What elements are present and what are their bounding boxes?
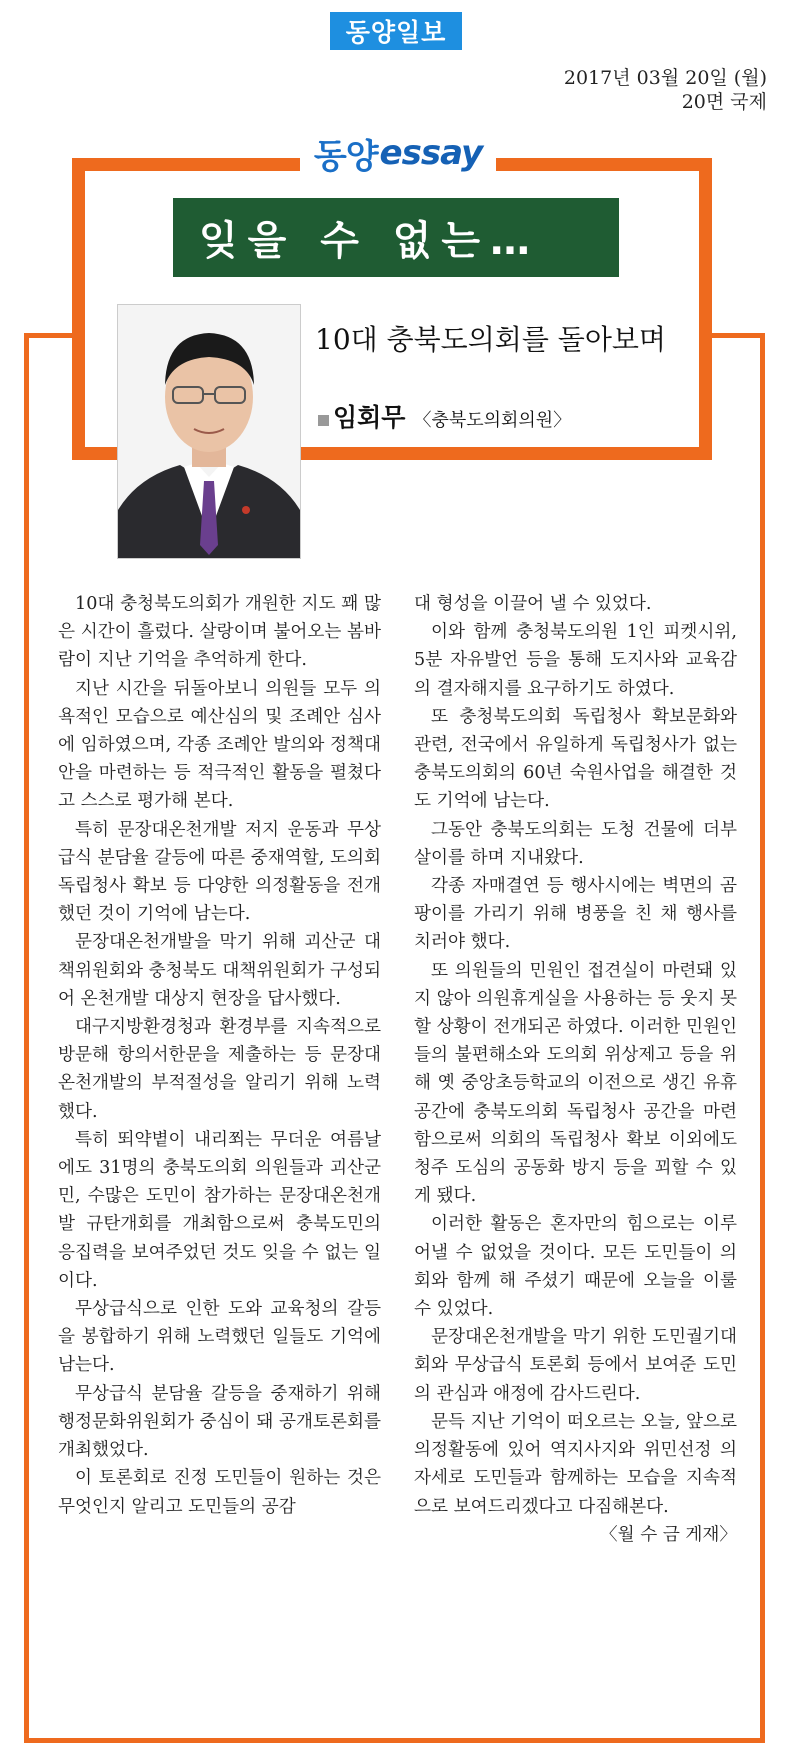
body-column-right: [414, 590, 737, 1549]
essay-title: 잊을 수 없는…: [199, 218, 541, 264]
essay-brand-logo: [300, 128, 496, 178]
publish-date: 2017년 03월 20일 (월): [563, 67, 767, 89]
paragraph: 대구지방환경청과 환경부를 지속적으로 방문해 항의서한문을 제출하는 등 문장대온천개발의 부적절성을 알리기 위해 노력했다.: [58, 1017, 381, 1122]
author-byline: [318, 398, 571, 434]
essay-title-banner: [173, 198, 619, 277]
paragraph: 문장대온천개발을 막기 위해 괴산군 대책위원회와 충청북도 대책위원회가 구성되어 온천개발 대상지 현장을 답사했다.: [58, 932, 381, 1009]
author-portrait-illustration: [118, 305, 300, 558]
paragraph: 10대 충청북도의회가 개원한 지도 꽤 많은 시간이 흘렀다. 살랑이며 불어오는 봄바람이 지난 기억을 추억하게 한다.: [58, 594, 381, 671]
paragraph: 각종 자매결연 등 행사시에는 벽면의 곰팡이를 가리기 위해 병풍을 친 채 행사를 치러야 했다.: [414, 876, 737, 953]
paragraph: 특히 문장대온천개발 저지 운동과 무상급식 분담율 갈등에 따른 중재역할, 도의회 독립청사 확보 등 다양한 의정활동을 전개했던 것이 기억에 남는다.: [58, 819, 381, 925]
paragraph: 그동안 충북도의회는 도청 건물에 더부살이를 하며 지내왔다.: [414, 819, 737, 868]
bullet-square-icon: [318, 415, 329, 426]
brand-suffix: essay: [379, 133, 483, 173]
paragraph-final: [414, 1408, 737, 1545]
paragraph: 무상급식 분담율 갈등을 중재하기 위해 행정문화위원회가 중심이 돼 공개토론회를 개최했었다.: [58, 1383, 381, 1461]
paragraph: 지난 시간을 뒤돌아보니 의원들 모두 의욕적인 모습으로 예산심의 및 조례안 심사에 임하였으며, 각종 조례안 발의와 정책대안을 마련하는 등 적극적인 활동을 펼쳤다고 스스로 평가해 본다.: [58, 678, 381, 812]
page-section: 20면 국제: [681, 91, 767, 113]
paragraph: 특히 뙤약볕이 내리쬐는 무더운 여름날에도 31명의 충북도의회 의원들과 괴산군민, 수많은 도민이 참가하는 문장대온천개발 규탄개회를 개최함으로써 충북도민의 응집력을 보여주었던 것도 잊을 수 없는 일이다.: [58, 1129, 381, 1291]
paragraph: 또 충청북도의회 독립청사 확보문화와 관련, 전국에서 유일하게 독립청사가 없는 충북도의회의 60년 숙원사업을 해결한 것도 기억에 남는다.: [414, 706, 737, 812]
newspaper-masthead: 동양일보: [330, 12, 462, 50]
author-role: 〈충북도의회의원〉: [413, 410, 572, 431]
dateline: [564, 66, 767, 114]
paragraph: 이 토론회로 진정 도민들이 원하는 것은 무엇인지 알리고 도민들의 공감: [58, 1468, 381, 1517]
closing-text: 문득 지난 기억이 떠오르는 오늘, 앞으로 의정활동에 있어 역지사지와 위민선정 의 자세로 도민들과 함께하는 모습을 지속적으로 보여드리겠다고 다짐해본다.: [414, 1411, 737, 1517]
paragraph: 이와 함께 충청북도의원 1인 피켓시위, 5분 자유발언 등을 통해 도지사와 교육감의 결자해지를 요구하기도 하였다.: [414, 622, 737, 699]
series-note: 〈월 수 금 게재〉: [600, 1524, 737, 1545]
author-photo: [117, 304, 301, 559]
body-column-left: [58, 590, 381, 1521]
paragraph: 또 의원들의 민원인 접견실이 마련돼 있지 않아 의원휴게실을 사용하는 등 웃지 못 할 상황이 전개되곤 하였다. 이러한 민원인들의 불편해소와 도의회 위상제고 등을 위해 옛 중앙초등학교의 이전으로 생긴 유휴 공간에 충북도의회 독립청사 공간을 마련함으로써 의회의 독립청사 확보 이외에도 청주 도심의 공동화 방지 등을 꾀할 수 있게 됐다.: [414, 960, 737, 1207]
paragraph: 이러한 활동은 혼자만의 힘으로는 이루어낼 수 없었을 것이다. 모든 도민들이 의회와 함께 해 주셨기 때문에 오늘을 이룰 수 있었다.: [414, 1214, 737, 1320]
brand-prefix: 동양: [313, 136, 378, 177]
paragraph: 문장대온천개발을 막기 위한 도민궐기대회와 무상급식 토론회 등에서 보여준 도민의 관심과 애정에 감사드린다.: [414, 1327, 737, 1404]
paragraph: 무상급식으로 인한 도와 교육청의 갈등을 봉합하기 위해 노력했던 일들도 기억에 남는다.: [58, 1299, 381, 1376]
essay-subtitle: 10대 충북도의회를 돌아보며: [315, 323, 666, 356]
author-name: 임회무: [333, 403, 406, 432]
paragraph-continued: 대 형성을 이끌어 낼 수 있었다.: [414, 594, 652, 614]
